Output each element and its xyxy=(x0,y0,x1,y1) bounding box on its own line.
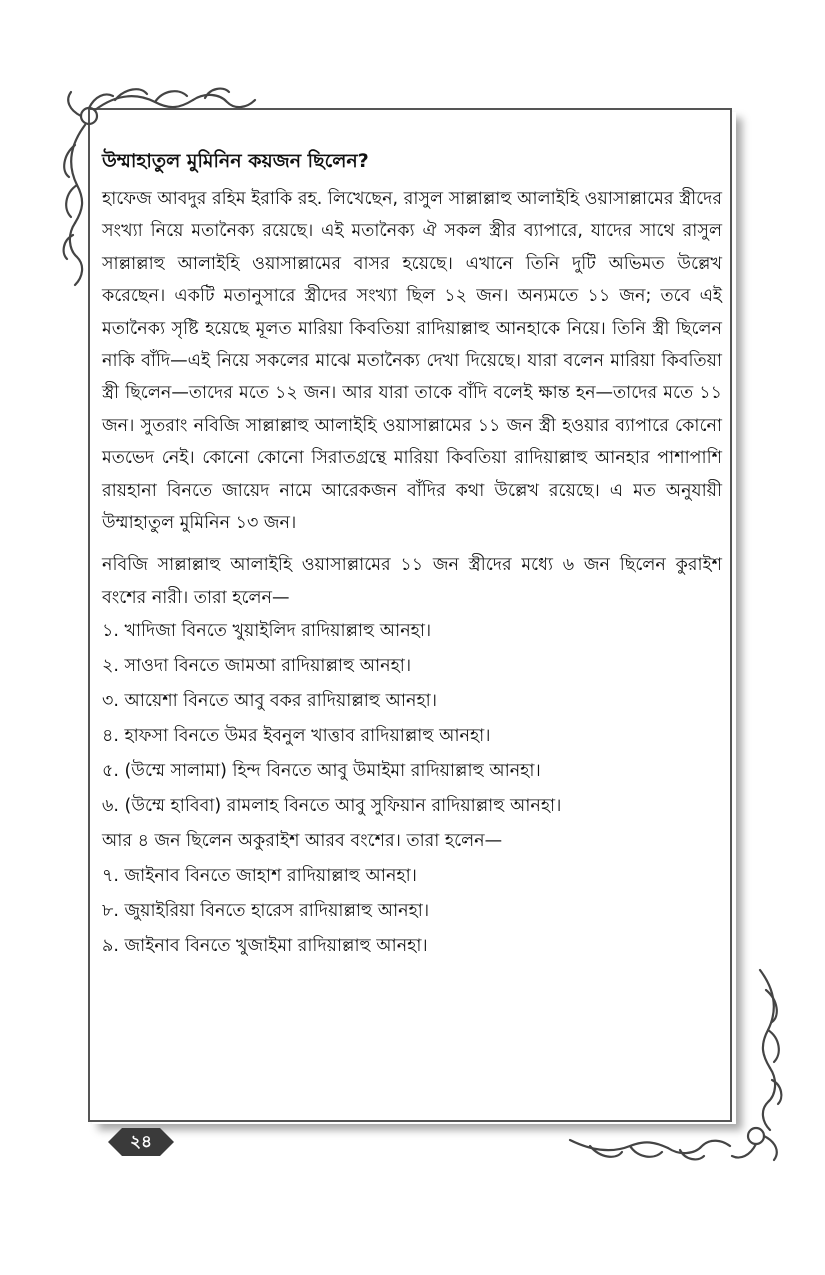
non-quraish-wives-list xyxy=(102,859,722,964)
paragraph-quraish: নবিজি সাল্লাল্লাহু আলাইহি ওয়াসাল্লামের ১১ জন স্ত্রীদের মধ্যে ৬ জন ছিলেন কুরাইশ বংশের নারী। তারা হলেন— xyxy=(102,555,722,608)
page-content xyxy=(102,145,722,964)
list-item: ৬. (উম্মে হাবিবা) রামলাহ বিনতে আবু সুফিয়ান রাদিয়াল্লাহু আনহা। xyxy=(102,796,562,817)
bottom-right-ornament xyxy=(560,950,790,1170)
section-heading: উম্মাহাতুল মুমিনিন কয়জন ছিলেন? xyxy=(102,150,369,172)
quraish-wives-list xyxy=(102,614,722,824)
list-item: ১. খাদিজা বিনতে খুয়াইলিদ রাদিয়াল্লাহু আনহা। xyxy=(102,621,432,642)
list-item: ৭. জাইনাব বিনতে জাহাশ রাদিয়াল্লাহু আনহা। xyxy=(102,866,417,887)
list-item: ৫. (উম্মে সালামা) হিন্দ বিনতে আবু উমাইমা রাদিয়াল্লাহু আনহা। xyxy=(102,761,541,782)
page-number: ২৪ xyxy=(129,1132,153,1152)
list-item: ৩. আয়েশা বিনতে আবু বকর রাদিয়াল্লাহু আনহা। xyxy=(102,691,437,712)
paragraph-intro: হাফেজ আবদুর রহিম ইরাকি রহ. লিখেছেন, রাসুল সাল্লাল্লাহু আলাইহি ওয়াসাল্লামের স্ত্রীদের সংখ্যা নিয়ে মতানৈক্য রয়েছে। এই মতানৈক্য ঐ সকল স্ত্রীর ব্যাপারে, যাদের সাথে রাসুল সাল্লাল্লাহু আলাইহি ওয়াসাল্লামের বাসর হয়েছে। এখানে তিনি দুটি অভিমত উল্লেখ করেছেন। একটি মতানুসারে স্ত্রীদের সংখ্যা ছিল ১২ জন। অন্যমতে ১১ জন; তবে এই মতানৈক্য সৃষ্টি হয়েছে মূলত মারিয়া কিবতিয়া রাদিয়াল্লাহু আনহাকে নিয়ে। তিনি স্ত্রী ছিলেন নাকি বাঁদি—এই নিয়ে সকলের মাঝে মতানৈক্য দেখা দিয়েছে। যারা বলেন মারিয়া কিবতিয়া স্ত্রী ছিলেন—তাদের মতে ১২ জন। আর যারা তাকে বাঁদি বলেই ক্ষান্ত হন—তাদের মতে ১১ জন। সুতরাং নবিজি সাল্লাল্লাহু আলাইহি ওয়াসাল্লামের ১১ জন স্ত্রী হওয়ার ব্যাপারে কোনো মতভেদ নেই। কোনো কোনো সিরাতগ্রন্থে মারিয়া কিবতিয়া রাদিয়াল্লাহু আনহার পাশাপাশি রায়হানা বিনতে জায়েদ নামে আরেকজন বাঁদির কথা উল্লেখ রয়েছে। এ মত অনুযায়ী উম্মাহাতুল মুমিনিন ১৩ জন। xyxy=(102,189,722,534)
list-item: ৮. জুয়াইরিয়া বিনতে হারেস রাদিয়াল্লাহু আনহা। xyxy=(102,901,430,922)
list-item: ৯. জাইনাব বিনতে খুজাইমা রাদিয়াল্লাহু আনহা। xyxy=(102,936,428,957)
paragraph-non-quraish: আর ৪ জন ছিলেন অকুরাইশ আরব বংশের। তারা হলেন— xyxy=(102,831,503,852)
list-item: ২. সাওদা বিনতে জামআ রাদিয়াল্লাহু আনহা। xyxy=(102,656,412,677)
list-item: ৪. হাফসা বিনতে উমর ইবনুল খাত্তাব রাদিয়াল্লাহু আনহা। xyxy=(102,726,491,747)
